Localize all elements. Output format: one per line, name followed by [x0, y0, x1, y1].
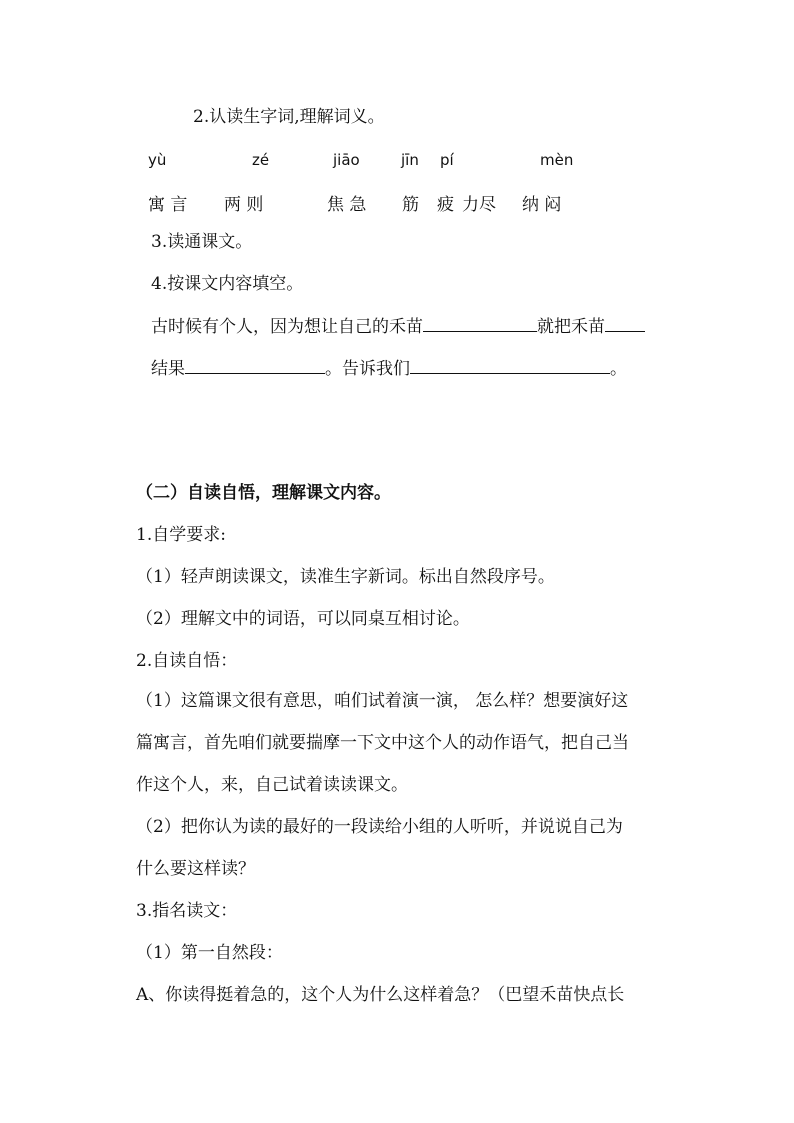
vocab-word: 焦 急	[327, 195, 367, 215]
pinyin-men: mèn	[540, 151, 574, 169]
item-4-heading: 4.按课文内容填空。	[151, 274, 304, 294]
vocab-word: 寓 言	[148, 195, 188, 215]
named-reading-item-a: A、你读得挺着急的，这个人为什么这样着急？（巴望禾苗快点长	[136, 985, 625, 1005]
self-study-heading: 1.自学要求:	[136, 525, 226, 545]
section-2-heading: （二）自读自悟，理解课文内容。	[136, 483, 391, 503]
named-reading-item-1: （1）第一自然段：	[136, 943, 283, 963]
fill-line-1	[151, 316, 645, 338]
fill-blank-2[interactable]	[605, 330, 645, 332]
item-3-heading: 3.读通课文。	[151, 232, 253, 252]
self-read-item-2-line-1: （2）把你认为读的最好的一段读给小组的人听听，并说说自己为	[136, 817, 623, 837]
self-read-item-1-line-1: （1）这篇课文很有意思，咱们试着演一演， 怎么样？想要演好这	[136, 691, 629, 711]
vocab-word: 两 则	[224, 195, 264, 215]
self-read-item-2-line-2: 什么要这样读？	[136, 859, 255, 879]
fill-1-text-b: 就把禾苗	[537, 317, 605, 337]
pinyin-jiao: jiāo	[333, 151, 360, 169]
vocab-word: 纳 闷	[522, 195, 562, 215]
self-read-item-1-line-2: 篇寓言，首先咱们就要揣摩一下文中这个人的动作语气，把自己当	[136, 733, 629, 753]
self-read-heading: 2.自读自悟：	[136, 651, 238, 671]
vocab-word: 力尽	[462, 195, 496, 215]
item-2-heading: 2.认读生字词,理解词义。	[193, 107, 385, 127]
named-reading-heading: 3.指名读文：	[136, 901, 238, 921]
fill-blank-3[interactable]	[185, 372, 325, 374]
vocab-word: 疲	[437, 195, 454, 215]
fill-line-2	[151, 358, 627, 380]
self-study-item-1: （1）轻声朗读课文，读准生字新词。标出自然段序号。	[136, 567, 555, 587]
fill-1-text-a: 古时候有个人，因为想让自己的禾苗	[151, 317, 423, 337]
vocab-word: 筋	[402, 195, 419, 215]
pinyin-yu: yù	[148, 151, 167, 169]
fill-2-text-b: 。告诉我们	[325, 359, 410, 379]
self-read-item-1-line-3: 作这个人，来，自己试着读读课文。	[136, 775, 408, 795]
fill-blank-1[interactable]	[423, 330, 537, 332]
fill-2-text-a: 结果	[151, 359, 185, 379]
fill-blank-4[interactable]	[410, 372, 610, 374]
fill-2-text-c: 。	[610, 359, 627, 379]
pinyin-jin: jīn	[401, 151, 419, 169]
self-study-item-2: （2）理解文中的词语，可以同桌互相讨论。	[136, 609, 470, 629]
pinyin-pi: pí	[440, 151, 454, 169]
pinyin-ze: zé	[252, 151, 270, 169]
